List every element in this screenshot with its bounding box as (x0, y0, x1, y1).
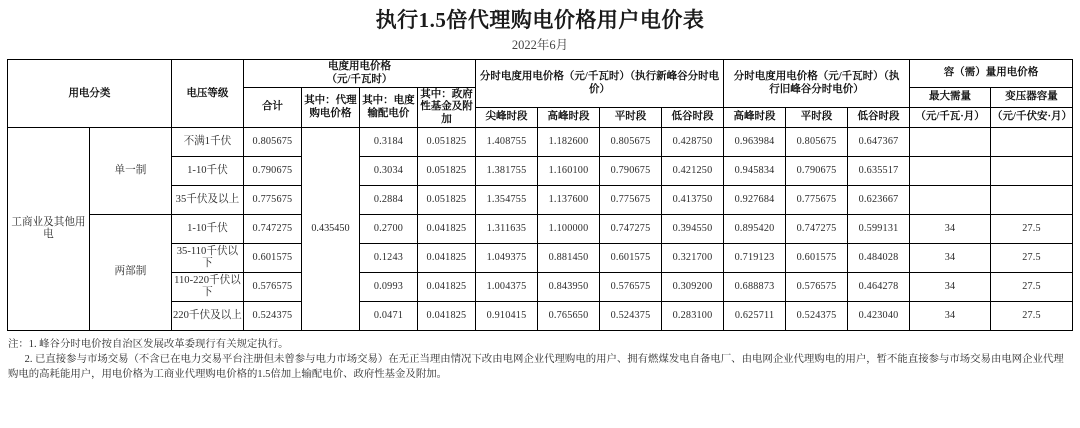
cell-old-flat: 0.524375 (786, 302, 848, 331)
cell-max-demand (910, 157, 991, 186)
cell-new-sharp: 1.354755 (475, 186, 537, 215)
table-body (7, 128, 1072, 331)
cell-new-sharp: 1.408755 (475, 128, 537, 157)
cell-new-peak: 1.182600 (537, 128, 599, 157)
header-tou-old-line1: 分时电度用电价格（元/千瓦时）（执 (733, 71, 900, 83)
cell-old-peak: 0.719123 (724, 244, 786, 273)
cell-old-peak: 0.963984 (724, 128, 786, 157)
cell-old-flat: 0.805675 (786, 128, 848, 157)
cell-transmission-price: 0.0471 (359, 302, 417, 331)
cell-new-valley: 0.413750 (661, 186, 723, 215)
header-tou-new-line2: 价） (589, 83, 610, 95)
cell-old-peak: 0.895420 (724, 215, 786, 244)
note-1: 注：1. 峰谷分时电价按自治区发展改革委现行有关规定执行。 (8, 339, 289, 351)
cell-new-peak: 1.160100 (537, 157, 599, 186)
cell-old-valley: 0.484028 (848, 244, 910, 273)
cell-voltage-level: 110-220千伏以下 (171, 273, 243, 302)
header-agent-purchase-price: 其中：代理购电价格 (301, 88, 359, 128)
cell-old-valley: 0.599131 (848, 215, 910, 244)
cell-voltage-level: 不满1千伏 (171, 128, 243, 157)
header-total: 合计 (243, 88, 301, 128)
cell-new-peak: 1.100000 (537, 215, 599, 244)
header-tou-old-group (724, 60, 910, 108)
table-row (7, 128, 1072, 157)
cell-gov-fund: 0.051825 (417, 157, 475, 186)
header-transformer-capacity-unit: （元/千伏安·月） (991, 108, 1073, 128)
cell-new-sharp: 1.004375 (475, 273, 537, 302)
header-max-demand-unit: （元/千瓦·月） (910, 108, 991, 128)
cell-new-peak: 0.765650 (537, 302, 599, 331)
header-tou-new-line1: 分时电度用电价格（元/千瓦时）（执行新峰谷分时电 (479, 71, 720, 83)
cell-old-flat: 0.601575 (786, 244, 848, 273)
header-capacity-group: 容（需）量用电价格 (910, 60, 1073, 88)
header-tou-new-group (475, 60, 723, 108)
cell-agent-purchase-price: 0.435450 (301, 128, 359, 331)
cell-transformer-capacity (991, 186, 1073, 215)
cell-total-price: 0.576575 (243, 273, 301, 302)
cell-new-flat: 0.524375 (599, 302, 661, 331)
cell-group-两部制: 两部制 (89, 215, 171, 331)
cell-max-demand: 34 (910, 244, 991, 273)
cell-gov-fund: 0.041825 (417, 244, 475, 273)
cell-new-flat: 0.790675 (599, 157, 661, 186)
table-row (7, 215, 1072, 244)
page-subtitle: 2022年6月 (511, 38, 569, 53)
cell-total-price: 0.747275 (243, 215, 301, 244)
note-2: 2. 已直接参与市场交易（不含已在电力交易平台注册但未曾参与电力市场交易）在无正当理由情况下改由电网企业代理购电的用户、拥有燃煤发电自备电厂、由电网企业代理购电的用户，暂不能直接参与市场交易由电网企业代理购电的高耗能用户，用电价格为工商业代理购电价格的1.5倍加上输配电价、政府性基金及附加。 (8, 354, 1064, 381)
header-new-valley-period: 低谷时段 (661, 108, 723, 128)
cell-transformer-capacity (991, 128, 1073, 157)
cell-new-sharp: 0.910415 (475, 302, 537, 331)
cell-new-flat: 0.601575 (599, 244, 661, 273)
cell-gov-fund: 0.051825 (417, 186, 475, 215)
cell-transmission-price: 0.2700 (359, 215, 417, 244)
header-energy-price-line2: （元/千瓦时） (326, 73, 393, 85)
cell-new-flat: 0.775675 (599, 186, 661, 215)
cell-transmission-price: 0.2884 (359, 186, 417, 215)
header-tou-old-line2: 行旧峰谷分时电价） (769, 83, 864, 95)
cell-old-peak: 0.945834 (724, 157, 786, 186)
cell-transformer-capacity: 27.5 (991, 302, 1073, 331)
cell-transmission-price: 0.0993 (359, 273, 417, 302)
cell-max-demand (910, 186, 991, 215)
cell-new-peak: 1.137600 (537, 186, 599, 215)
cell-total-price: 0.601575 (243, 244, 301, 273)
cell-new-sharp: 1.049375 (475, 244, 537, 273)
cell-new-valley: 0.309200 (661, 273, 723, 302)
cell-old-valley: 0.635517 (848, 157, 910, 186)
header-old-valley-period: 低谷时段 (848, 108, 910, 128)
cell-old-valley: 0.464278 (848, 273, 910, 302)
cell-voltage-level: 35千伏及以上 (171, 186, 243, 215)
header-new-peak-period: 高峰时段 (537, 108, 599, 128)
cell-voltage-level: 35-110千伏以下 (171, 244, 243, 273)
header-transmission-price: 其中：电度输配电价 (359, 88, 417, 128)
cell-old-flat: 0.576575 (786, 273, 848, 302)
cell-new-peak: 0.881450 (537, 244, 599, 273)
header-voltage-level: 电压等级 (171, 60, 243, 128)
cell-new-flat: 0.747275 (599, 215, 661, 244)
cell-group-单一制: 单一制 (89, 128, 171, 215)
cell-new-valley: 0.428750 (661, 128, 723, 157)
header-new-flat-period: 平时段 (599, 108, 661, 128)
cell-old-valley: 0.647367 (848, 128, 910, 157)
cell-max-demand: 34 (910, 215, 991, 244)
cell-voltage-level: 220千伏及以上 (171, 302, 243, 331)
header-category: 用电分类 (7, 60, 171, 128)
header-transformer-capacity: 变压器容量 (991, 88, 1073, 108)
cell-new-flat: 0.805675 (599, 128, 661, 157)
cell-gov-fund: 0.041825 (417, 215, 475, 244)
cell-category: 工商业及其他用电 (7, 128, 89, 331)
cell-new-valley: 0.421250 (661, 157, 723, 186)
header-new-sharp-period: 尖峰时段 (475, 108, 537, 128)
header-energy-price-group (243, 60, 475, 88)
cell-gov-fund: 0.041825 (417, 273, 475, 302)
cell-total-price: 0.790675 (243, 157, 301, 186)
table-header (7, 60, 1072, 128)
cell-gov-fund: 0.051825 (417, 128, 475, 157)
cell-new-valley: 0.283100 (661, 302, 723, 331)
cell-total-price: 0.524375 (243, 302, 301, 331)
cell-voltage-level: 1-10千伏 (171, 157, 243, 186)
header-row-1 (7, 60, 1072, 88)
cell-max-demand (910, 128, 991, 157)
cell-max-demand: 34 (910, 273, 991, 302)
cell-new-flat: 0.576575 (599, 273, 661, 302)
cell-old-peak: 0.688873 (724, 273, 786, 302)
cell-old-peak: 0.625711 (724, 302, 786, 331)
cell-old-flat: 0.747275 (786, 215, 848, 244)
cell-old-valley: 0.423040 (848, 302, 910, 331)
cell-transmission-price: 0.3034 (359, 157, 417, 186)
cell-new-valley: 0.394550 (661, 215, 723, 244)
cell-new-valley: 0.321700 (661, 244, 723, 273)
cell-total-price: 0.775675 (243, 186, 301, 215)
cell-old-peak: 0.927684 (724, 186, 786, 215)
table-notes (8, 337, 1072, 382)
header-max-demand: 最大需量 (910, 88, 991, 108)
cell-total-price: 0.805675 (243, 128, 301, 157)
cell-new-peak: 0.843950 (537, 273, 599, 302)
header-old-peak-period: 高峰时段 (724, 108, 786, 128)
cell-voltage-level: 1-10千伏 (171, 215, 243, 244)
header-gov-fund: 其中：政府性基金及附加 (417, 88, 475, 128)
cell-old-flat: 0.790675 (786, 157, 848, 186)
cell-transformer-capacity: 27.5 (991, 244, 1073, 273)
page-title: 执行1.5倍代理购电价格用户电价表 (375, 8, 705, 32)
cell-transmission-price: 0.3184 (359, 128, 417, 157)
cell-new-sharp: 1.381755 (475, 157, 537, 186)
cell-old-valley: 0.623667 (848, 186, 910, 215)
cell-new-sharp: 1.311635 (475, 215, 537, 244)
cell-transformer-capacity: 27.5 (991, 215, 1073, 244)
cell-transformer-capacity: 27.5 (991, 273, 1073, 302)
header-energy-price-line1: 电度用电价格 (327, 61, 391, 73)
cell-transmission-price: 0.1243 (359, 244, 417, 273)
cell-gov-fund: 0.041825 (417, 302, 475, 331)
cell-transformer-capacity (991, 157, 1073, 186)
cell-max-demand: 34 (910, 302, 991, 331)
electricity-price-table (7, 59, 1073, 331)
header-old-flat-period: 平时段 (786, 108, 848, 128)
cell-old-flat: 0.775675 (786, 186, 848, 215)
